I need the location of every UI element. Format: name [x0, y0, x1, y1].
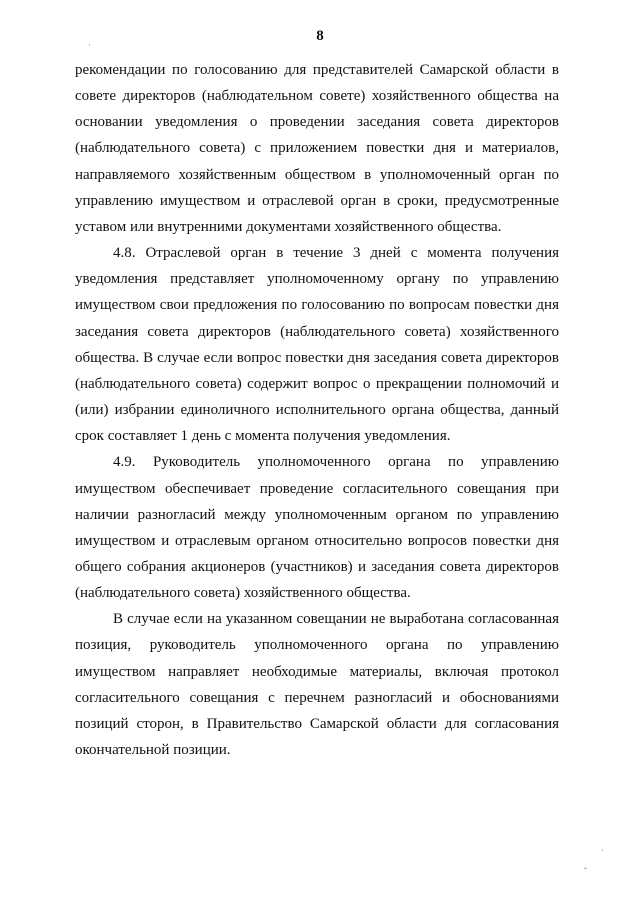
paragraph-continuation: рекомендации по голосованию для представителей Самарской области в совете директоров (наблюдательном совете) хозяйственного общества на основании уведомления о проведении заседания совета директоров (наблюдательного совета) с приложением повестки дня и материалов, направляемого хозяйственным обществом в уполномоченный орган по управлению имуществом и отраслевой орган в сроки, предусмотренные уставом или внутренними документами хозяйственного общества.	[75, 62, 559, 235]
page-number: 8	[316, 28, 324, 44]
paragraph-4-9: 4.9. Руководитель уполномоченного органа по управлению имуществом обеспечивает проведение согласительного совещания при наличии разногласий между уполномоченным органом по управлению имуществом и отраслевым органом относительно вопросов повестки дня общего собрания акционеров (участников) и заседания совета директоров (наблюдательного совета) хозяйственного общества.	[75, 454, 559, 602]
scan-speck: ˇ	[584, 866, 587, 876]
paragraph-4-8: 4.8. Отраслевой орган в течение 3 дней с момента получения уведомления представляет уполномоченному органу по управлению имуществом свои предложения по голосованию по вопросам повестки дня заседания совета директоров (наблюдательного совета) хозяйственного общества. В случае если вопрос повестки дня заседания совета директоров (наблюдательного совета) содержит вопрос о прекращении полномочий и (или) избрании единоличного исполнительного органа общества, данный срок составляет 1 день с момента получения уведомления.	[75, 245, 559, 445]
document-body	[75, 57, 559, 763]
scan-speck: ·	[88, 40, 91, 50]
scan-speck: ·	[601, 845, 604, 855]
paragraph-disagreement: В случае если на указанном совещании не выработана согласованная позиция, руководитель уполномоченного органа по управлению имуществом направляет необходимые материалы, включая протокол согласительного совещания с перечнем разногласий и обоснованиями позиций сторон, в Правительство Самарской области для согласования окончательной позиции.	[75, 611, 559, 759]
